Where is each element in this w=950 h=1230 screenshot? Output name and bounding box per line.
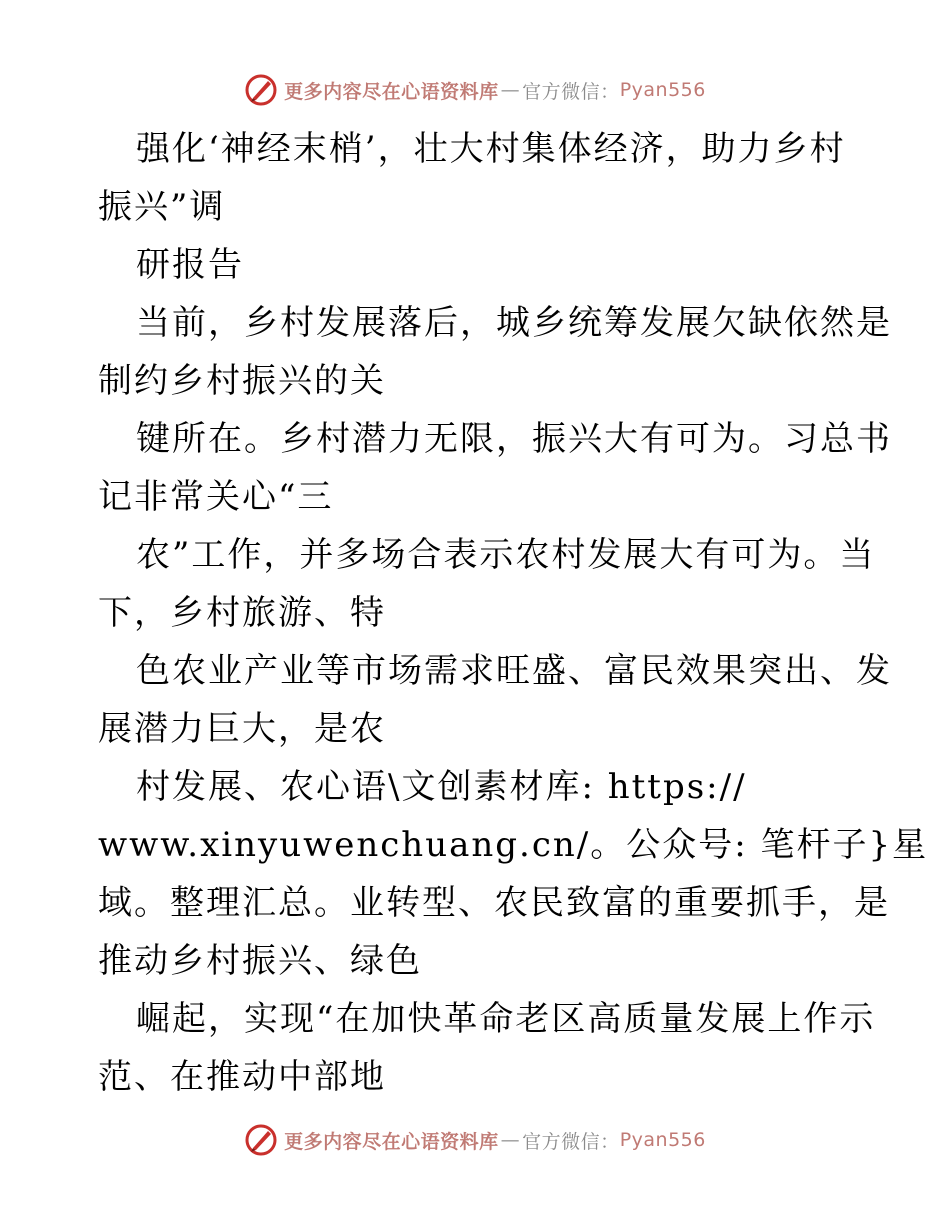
header-banner: [0, 72, 950, 108]
text-line: 推动乡村振兴、绿色: [98, 941, 422, 981]
text-line: 当前，乡村发展落后，城乡统筹发展欠缺依然是: [136, 303, 892, 343]
banner-dash: —: [500, 1129, 521, 1151]
text-line: 域。整理汇总。业转型、农民致富的重要抓手，是: [98, 883, 890, 923]
pen-seal-logo-icon: [244, 73, 278, 107]
wechat-id: Pyan556: [619, 1129, 706, 1151]
text-line: 记非常关心“三: [98, 477, 334, 517]
library-text: 更多内容尽在心语资料库: [284, 1130, 499, 1153]
document-body: [98, 120, 929, 1106]
text-line: 色农业产业等市场需求旺盛、富民效果突出、发: [136, 651, 892, 691]
library-text: 更多内容尽在心语资料库: [284, 80, 499, 103]
wechat-id: Pyan556: [619, 79, 706, 101]
text-line: 制约乡村振兴的关: [98, 361, 386, 401]
pen-seal-logo-icon: [244, 1123, 278, 1157]
text-line: 键所在。乡村潜力无限，振兴大有可为。习总书: [136, 419, 892, 459]
text-line: 村发展、农心语\文创素材库: https://: [136, 767, 747, 807]
footer-banner: [0, 1122, 950, 1158]
text-line: www.xinyuwenchuang.cn/。公众号: 笔杆子}星: [98, 825, 929, 865]
banner-dash: —: [500, 79, 521, 101]
text-line: 范、在推动中部地: [98, 1057, 386, 1097]
official-wechat-label: 官方微信：: [522, 1130, 620, 1153]
official-wechat-label: 官方微信：: [522, 80, 620, 103]
text-line: 展潜力巨大，是农: [98, 709, 386, 749]
text-line: 振兴”调: [98, 187, 226, 227]
text-line: 研报告: [136, 245, 244, 285]
text-line: 下，乡村旅游、特: [98, 593, 386, 633]
text-line: 农”工作，并多场合表示农村发展大有可为。当: [136, 535, 876, 575]
text-line: 崛起，实现“在加快革命老区高质量发展上作示: [136, 999, 876, 1039]
text-line: 强化‘神经末梢’，壮大村集体经济，助力乡村: [136, 129, 846, 169]
